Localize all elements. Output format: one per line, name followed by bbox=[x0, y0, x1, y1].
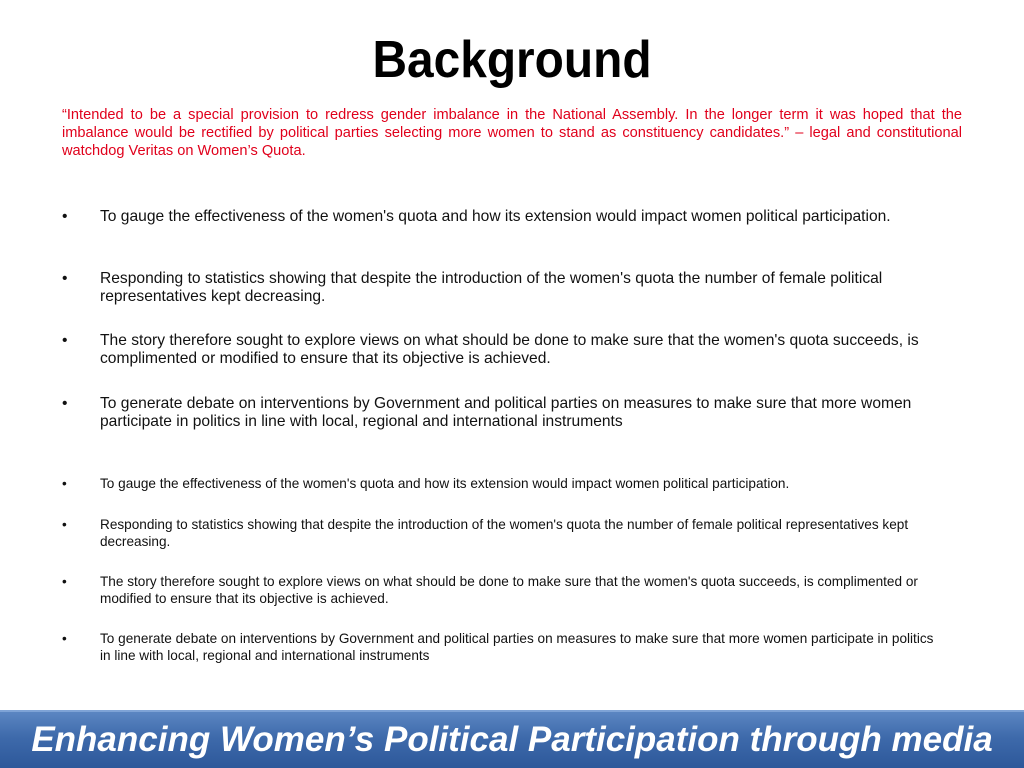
bullet-dot: • bbox=[62, 332, 68, 349]
footer-title: Enhancing Women’s Political Participation through media bbox=[31, 720, 993, 759]
bullet-text: Responding to statistics showing that despite the introduction of the women's quota the number of female political representatives kept decreasing. bbox=[100, 270, 883, 305]
bullet-dot: • bbox=[62, 574, 67, 589]
bullet-item bbox=[62, 395, 942, 431]
bullet-dot: • bbox=[62, 395, 68, 412]
bullet-item bbox=[62, 573, 942, 607]
bullet-dot: • bbox=[62, 476, 67, 491]
quote-text: “Intended to be a special provision to redress gender imbalance in the National Assembly. In the longer term it was hoped that the imbalance would be rectified by political parties selecting more women to stand as constituency candidates.” – legal and constitutional watchdog Veritas on Women’s Quota. bbox=[62, 107, 962, 159]
bullet-text: To generate debate on interventions by Government and political parties on measures to make sure that more women participate in politics in line with local, regional and international instruments bbox=[100, 395, 912, 430]
bullet-item bbox=[62, 332, 942, 368]
slide-title: Background bbox=[372, 31, 652, 89]
bullet-dot: • bbox=[62, 631, 67, 646]
bullet-dot: • bbox=[62, 517, 67, 532]
bullet-text: The story therefore sought to explore views on what should be done to make sure that the women's quota succeeds, is complimented or modified to ensure that its objective is achieved. bbox=[100, 332, 919, 367]
bullet-text: To gauge the effectiveness of the women's quota and how its extension would impact women political participation. bbox=[100, 476, 790, 491]
bullet-item bbox=[62, 516, 942, 550]
bullet-text: Responding to statistics showing that despite the introduction of the women's quota the number of female political representatives kept decreasing. bbox=[100, 517, 909, 549]
bullet-text: The story therefore sought to explore views on what should be done to make sure that the women's quota succeeds, is complimented or modified to ensure that its objective is achieved. bbox=[100, 574, 918, 606]
bullet-dot: • bbox=[62, 270, 68, 287]
footer-banner bbox=[0, 710, 1024, 768]
bullet-text: To generate debate on interventions by Government and political parties on measures to make sure that more women participate in politics in line with local, regional and international instruments bbox=[100, 631, 934, 663]
bullet-item bbox=[62, 475, 942, 492]
bullet-item bbox=[62, 630, 942, 664]
bullet-text: To gauge the effectiveness of the women's quota and how its extension would impact women political participation. bbox=[100, 208, 891, 225]
bullet-item bbox=[62, 270, 942, 306]
bullet-dot: • bbox=[62, 208, 68, 225]
bullet-item bbox=[62, 208, 942, 226]
